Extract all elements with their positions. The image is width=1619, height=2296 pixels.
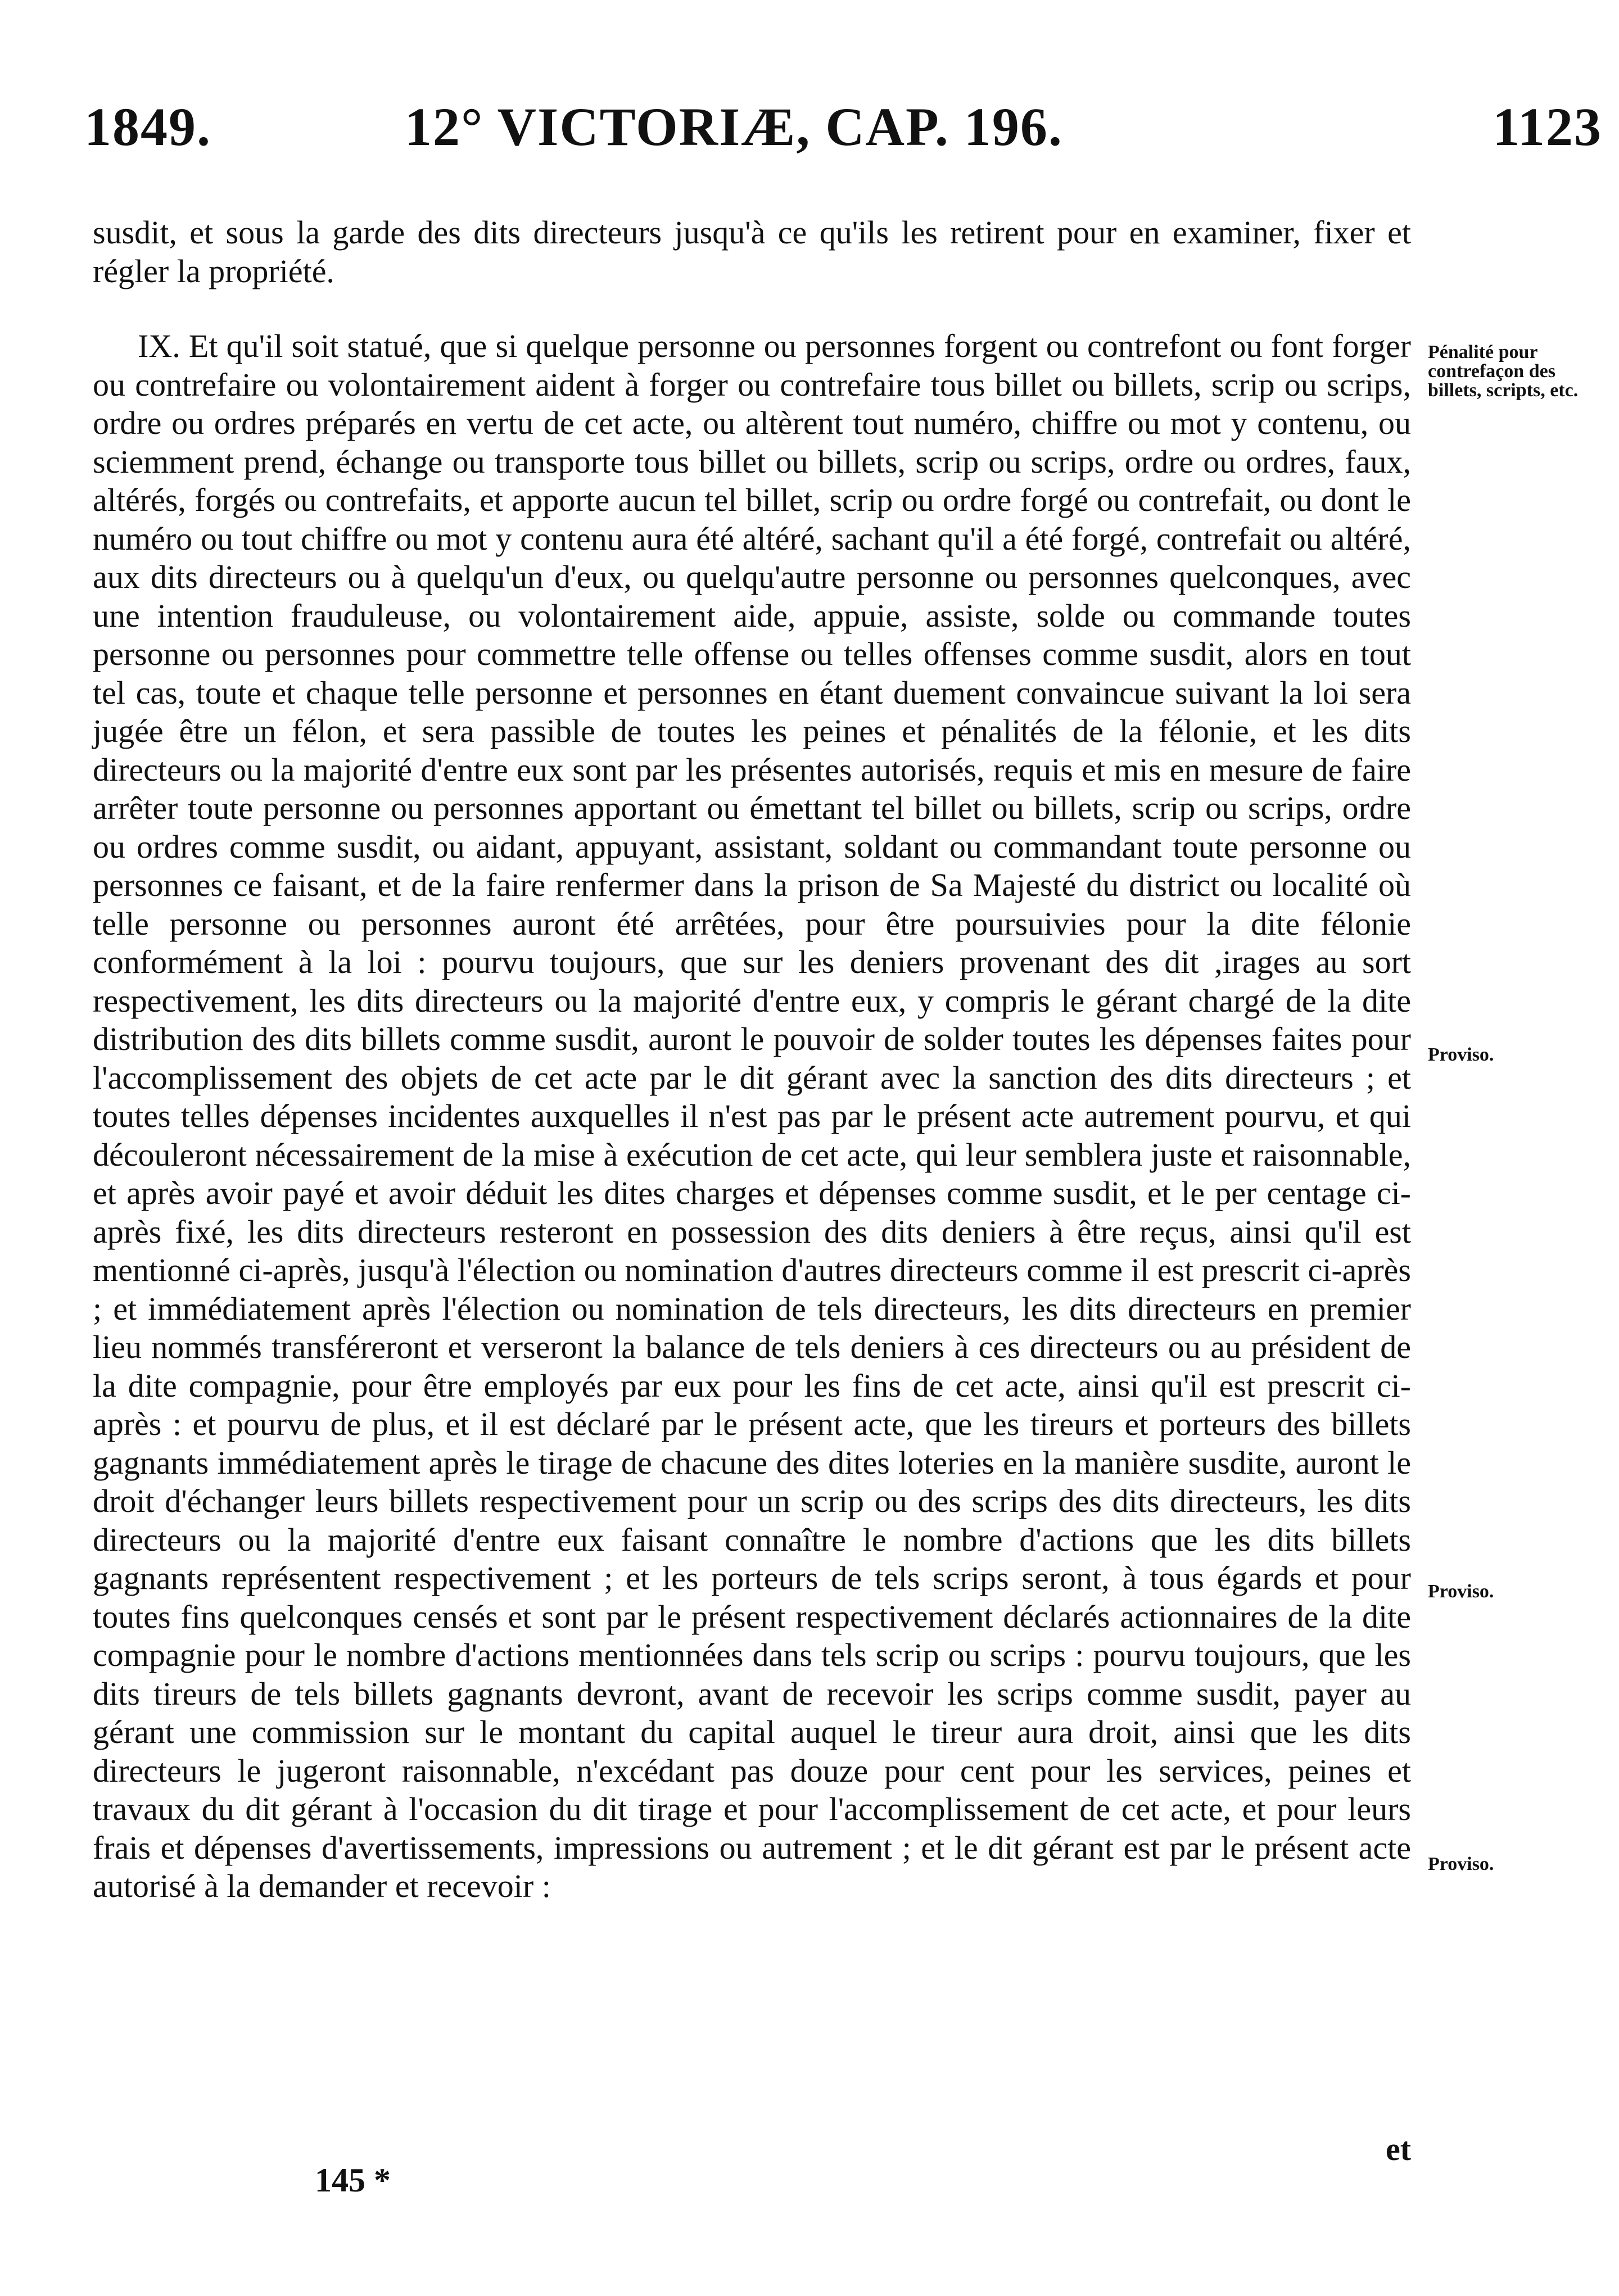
- page-number: 1123: [1493, 97, 1602, 157]
- header-title: 12° VICTORIÆ, CAP. 196.: [405, 97, 1063, 157]
- signature-mark: 145 *: [315, 2162, 391, 2199]
- paragraph-section-ix: IX. Et qu'il soit statué, que si quelque personne ou personnes forgent ou contrefont ou font forger ou contrefaire ou volontairement aident à forger ou contrefaire tous billet ou billets, scrip ou scrips, ordre ou ordres préparés en vertu de cet acte, ou altèrent tout numéro, chiffre ou mot y contenu, ou sciemment prend, échange ou transporte tous billet ou billets, scrip ou scrips, ordre ou ordres, faux, altérés, forgés ou contrefaits, et apporte aucun tel billet, scrip ou ordre forgé ou contrefait, ou dont le numéro ou tout chiffre ou mot y contenu aura été altéré, sachant qu'il a été forgé, contrefait ou altéré, aux dits directeurs ou à quelqu'un d'eux, ou quelqu'autre personne ou personnes quelconques, avec une intention frauduleuse, ou volontairement aide, appuie, assiste, solde ou commande toutes personne ou personnes pour commettre telle offense ou telles offenses comme susdit, alors en tout tel cas, toute et chaque telle personne et personnes en étant duement convaincue suivant la loi sera jugée être un félon, et sera passible de toutes les peines et pénalités de la félonie, et les dits directeurs ou la majorité d'entre eux sont par les présentes autorisés, requis et mis en mesure de faire arrêter toute personne ou personnes apportant ou émettant tel billet ou billets, scrip ou scrips, ordre ou ordres comme susdit, ou aidant, appuyant, assistant, soldant ou commandant toute personne ou personnes ce faisant, et de la faire renfermer dans la prison de Sa Majesté du district ou localité où telle personne ou personnes auront été arrêtées, pour être poursuivies pour la dite félonie conformément à la loi : pourvu toujours, que sur les deniers provenant des dit ,irages au sort respectivement, les dits directeurs ou la majorité d'entre eux, y compris le gérant chargé de la dite distribution des dits billets comme susdit, auront le pouvoir de solder toutes les dépenses faites pour l'accomplissement des objets de cet acte par le dit gérant avec la sanction des dits directeurs ; et toutes telles dépenses incidentes auxquelles il n'est pas par le présent acte autrement pourvu, et qui découleront nécessairement de la mise à exécution de cet acte, qui leur semblera juste et raisonnable, et après avoir payé et avoir déduit les dites charges et dépenses comme susdit, et le per centage ci-après fixé, les dits directeurs resteront en possession des dits deniers à être reçus, ainsi qu'il est mentionné ci-après, jusqu'à l'élection ou nomination d'autres directeurs comme il est prescrit ci-après ; et immédiatement après l'élection ou nomination de tels directeurs, les dits directeurs en premier lieu nommés transféreront et verseront la balance de tels deniers à ces directeurs ou au président de la dite compagnie, pour être employés par eux pour les fins de cet acte, ainsi qu'il est prescrit ci-après : et pourvu de plus, et il est déclaré par le présent acte, que les tireurs et porteurs des billets gagnants immédiatement après le tirage de chacune des dites loteries en la manière susdite, auront le droit d'échanger leurs billets respectivement pour un scrip ou des scrips des dits directeurs, les dits directeurs ou la majorité d'entre eux faisant connaître le nombre d'actions que les dits billets gagnants représentent respectivement ; et les porteurs de tels scrips seront, à tous égards et pour toutes fins quelconques censés et sont par le présent respectivement déclarés actionnaires de la dite compagnie pour le nombre d'actions mentionnées dans tels scrip ou scrips : pourvu toujours, que les dits tireurs de tels billets gagnants devront, avant de recevoir les scrips comme susdit, payer au gérant une commission sur le montant du capital auquel le tireur aura droit, ainsi que les dits directeurs le jugeront raisonnable, n'excédant pas douze pour cent pour les services, peines et travaux du dit gérant à l'occasion du dit tirage et pour l'accomplissement de cet acte, et pour leurs frais et dépenses d'avertissements, impressions ou autrement ; et le dit gérant est par le présent acte autorisé à la demander et recevoir :: [93, 328, 1411, 1904]
- catchword: et: [1386, 2131, 1412, 2167]
- paragraph-continuation: susdit, et sous la garde des dits directeurs jusqu'à ce qu'ils les retirent pour en examiner, fixer et régler la propriété.: [93, 214, 1411, 289]
- margin-note-proviso-2: Proviso.: [1428, 1581, 1494, 1602]
- margin-note-proviso-1: Proviso.: [1428, 1044, 1494, 1065]
- header-year: 1849.: [84, 97, 211, 157]
- margin-note-proviso-3: Proviso.: [1428, 1854, 1494, 1874]
- running-header: [84, 96, 1602, 169]
- body-text: [93, 214, 1411, 1906]
- margin-note-penalty: Pénalité pour contrefaçon des billets, scripts, etc.: [1428, 342, 1579, 401]
